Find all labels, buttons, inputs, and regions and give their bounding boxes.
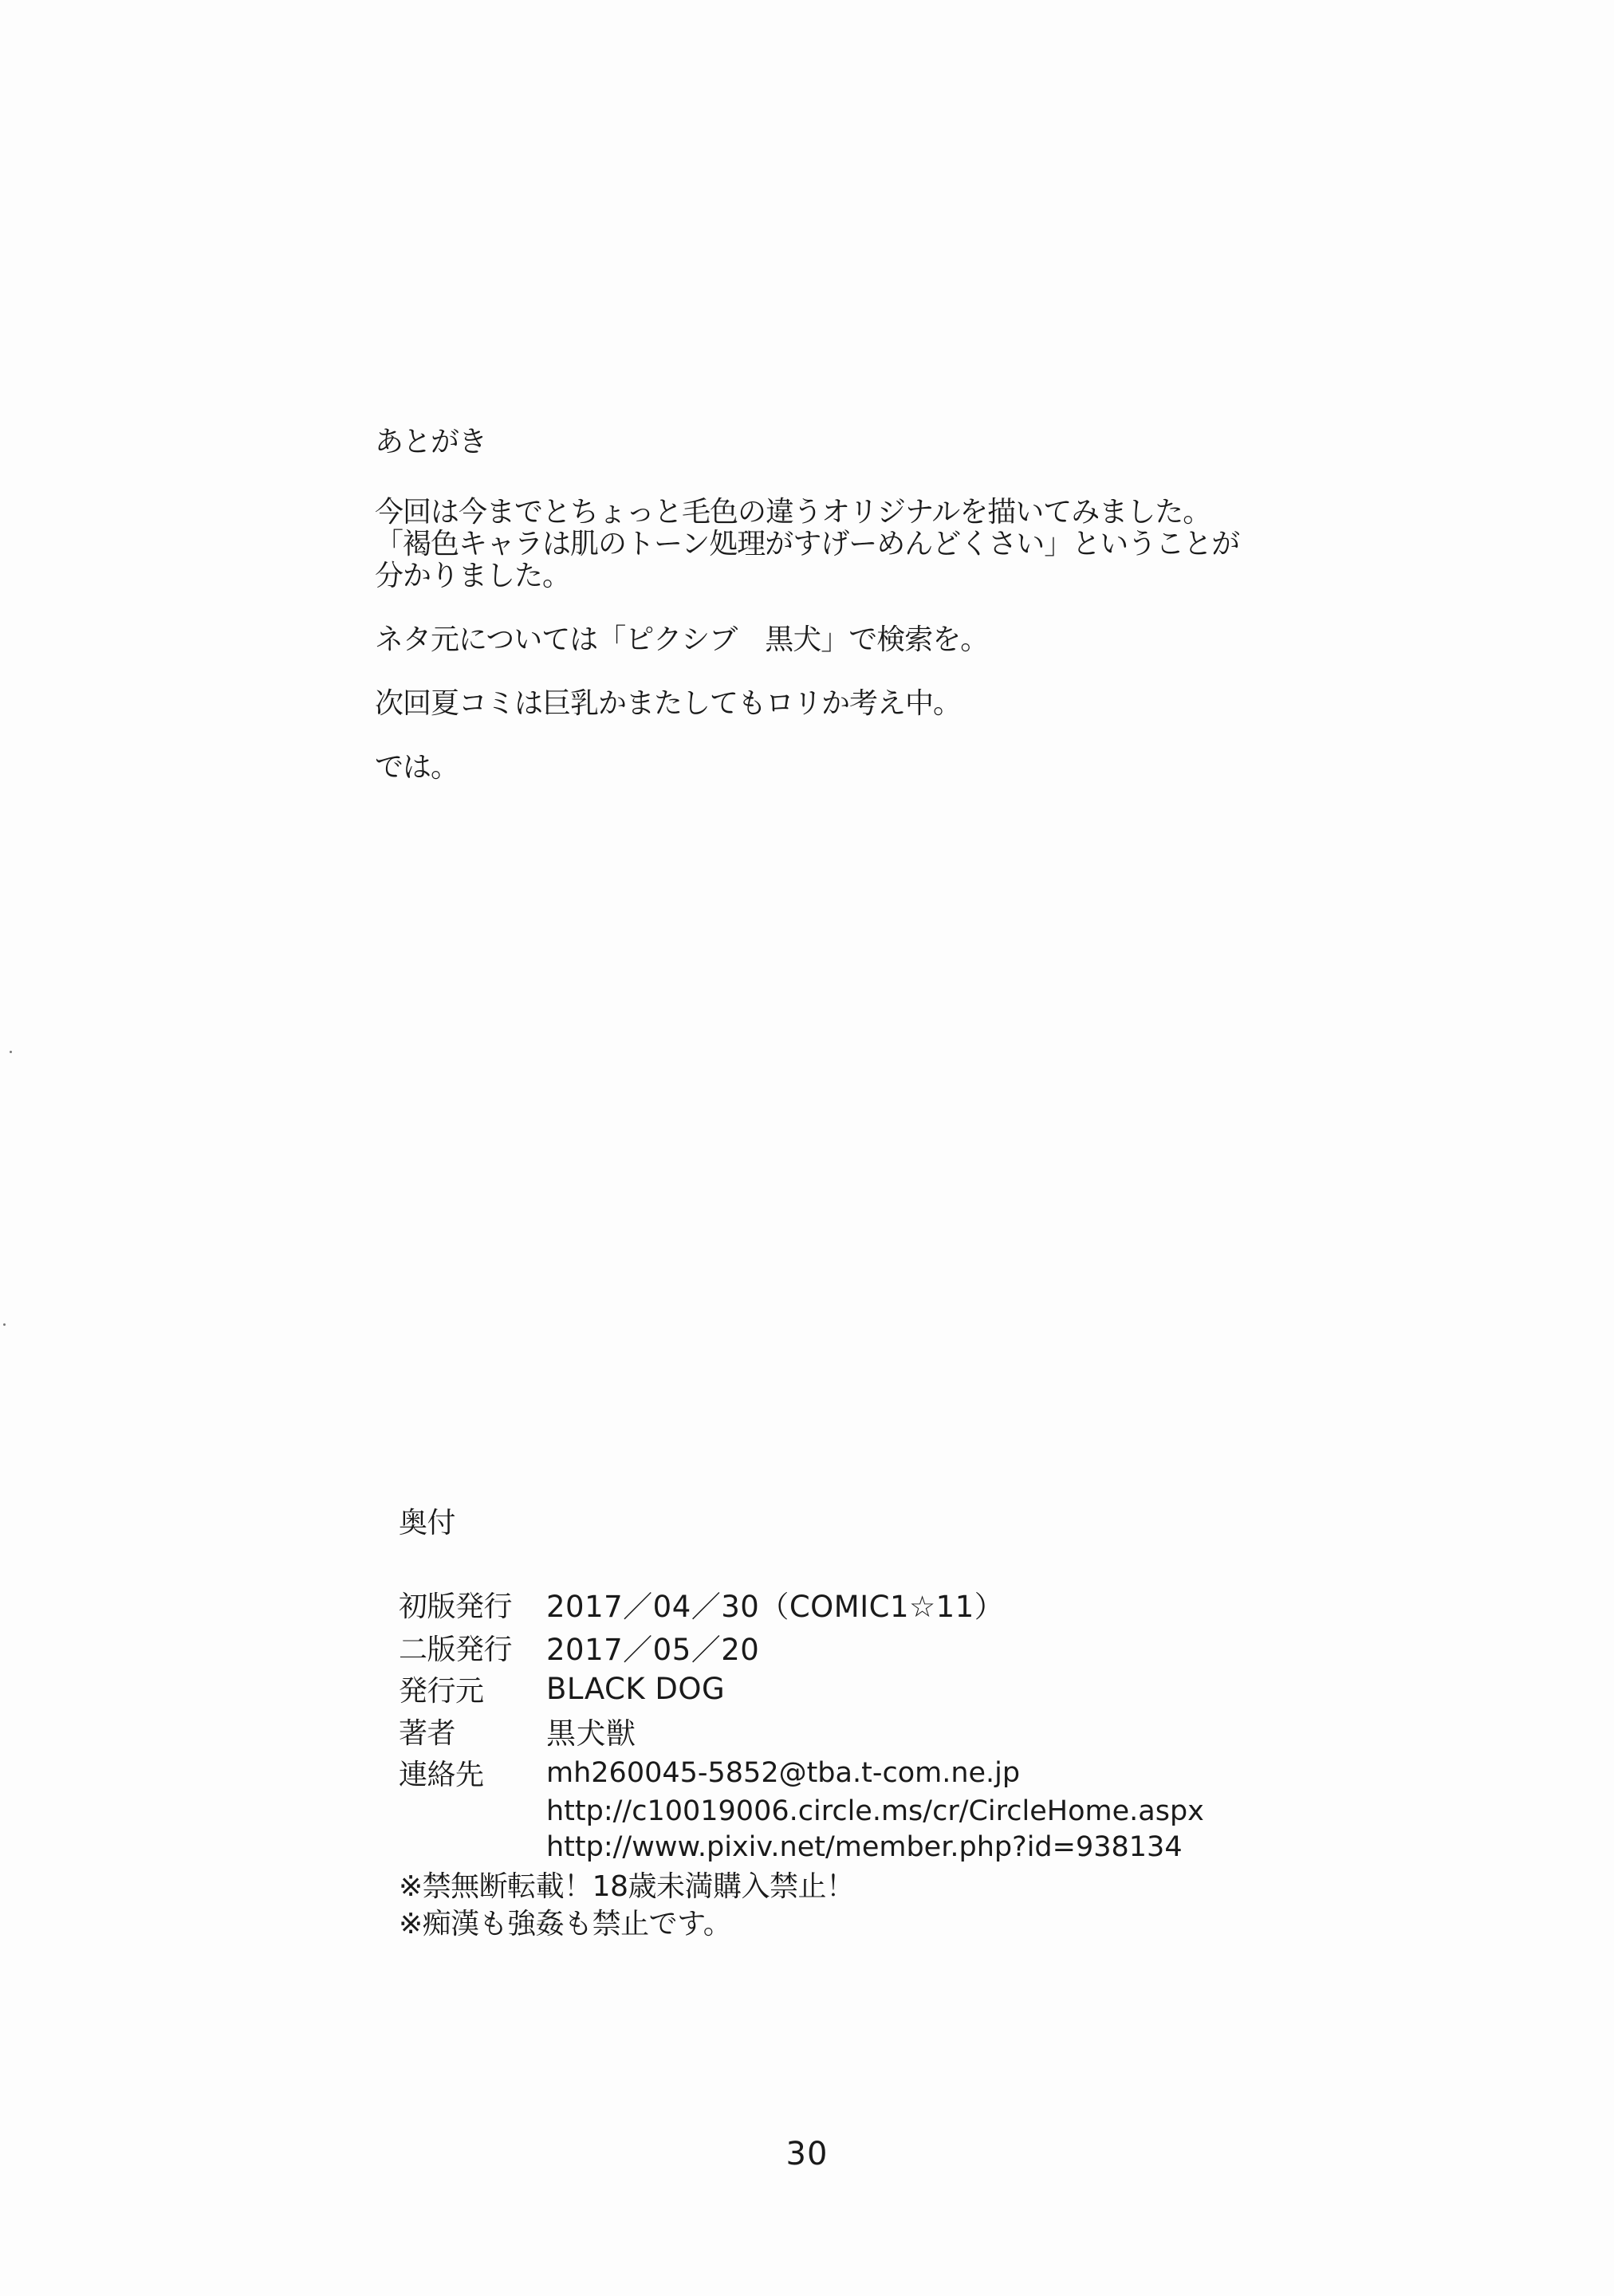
colophon-row xyxy=(399,1669,1204,1709)
colophon-label: 初版発行 xyxy=(399,1590,513,1623)
colophon-label: 連絡先 xyxy=(399,1759,484,1791)
afterword-heading: あとがき xyxy=(375,426,487,458)
scan-speck xyxy=(10,1051,12,1053)
contact-email: mh260045-5852@tba.t-com.ne.jp xyxy=(546,1756,1021,1789)
colophon-row xyxy=(399,1829,1204,1865)
colophon-row xyxy=(399,1709,1204,1752)
colophon-label xyxy=(399,1793,546,1829)
afterword-paragraph xyxy=(375,624,1411,656)
colophon-value: BLACK DOG xyxy=(546,1672,726,1706)
afterword-line: ネタ元については「ピクシブ 黒犬」で検索を。 xyxy=(375,623,989,656)
afterword-paragraph xyxy=(375,752,1411,784)
colophon-note: ※禁無断転載！18歳未満購入禁止！ xyxy=(399,1870,855,1903)
colophon-label xyxy=(399,1829,546,1865)
colophon-notes xyxy=(399,1868,1515,1943)
colophon-row xyxy=(399,1752,1204,1793)
afterword-paragraph xyxy=(375,497,1411,592)
colophon-note: ※痴漢も強姦も禁止です。 xyxy=(399,1908,732,1940)
colophon-row xyxy=(399,1626,1204,1669)
colophon-label: 発行元 xyxy=(399,1675,484,1708)
colophon-section xyxy=(399,1500,1515,1943)
afterword-line: 「褐色キャラは肌のトーン処理がすげーめんどくさい」ということが xyxy=(375,528,1240,560)
afterword-line: では。 xyxy=(375,751,459,784)
contact-url-pixiv: http://www.pixiv.net/member.php?id=938134 xyxy=(546,1830,1183,1863)
colophon-value: 2017／04／30（COMIC1☆11） xyxy=(546,1590,1005,1624)
afterword-paragraph xyxy=(375,688,1411,720)
colophon-row xyxy=(399,1793,1204,1829)
colophon-label: 二版発行 xyxy=(399,1633,513,1666)
colophon-title: 奥付 xyxy=(399,1507,456,1539)
afterword-section xyxy=(375,427,1411,816)
colophon-row xyxy=(399,1582,1204,1626)
afterword-line: 次回夏コミは巨乳かまたしてもロリか考え中。 xyxy=(375,687,962,720)
scan-speck xyxy=(3,1323,6,1326)
colophon-value: 2017／05／20 xyxy=(546,1633,760,1667)
contact-url-circle: http://c10019006.circle.ms/cr/CircleHome.aspx xyxy=(546,1795,1204,1827)
page-number: 30 xyxy=(785,2136,829,2172)
colophon-table xyxy=(399,1582,1204,1865)
afterword-line: 今回は今までとちょっと毛色の違うオリジナルを描いてみました。 xyxy=(375,496,1211,529)
colophon-label: 著者 xyxy=(399,1716,456,1750)
colophon-value: 黒犬獣 xyxy=(546,1716,636,1751)
afterword-line: 分かりました。 xyxy=(375,560,571,592)
